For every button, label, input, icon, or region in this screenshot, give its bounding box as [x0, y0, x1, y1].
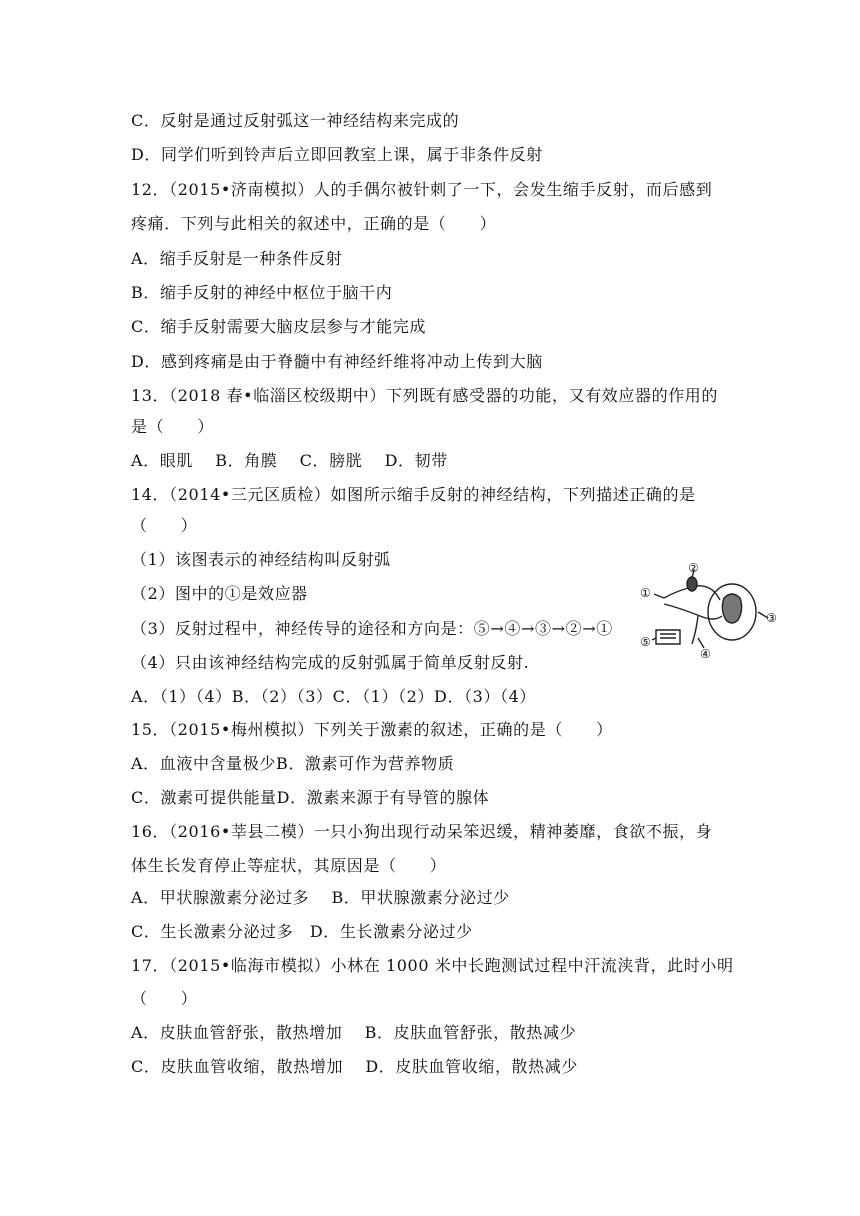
question-13-stem-cont: 是（ ）: [131, 417, 215, 436]
question-16-options-ab: A．甲状腺激素分泌过多 B．甲状腺激素分泌过少: [131, 888, 510, 907]
figure-label-1: ①: [640, 586, 651, 600]
ganglion-shape: [687, 577, 697, 591]
question-15-options-ab: A．血液中含量极少B．激素可作为营养物质: [131, 754, 455, 773]
leader-line: [654, 594, 664, 598]
muscle-nerve-line: [692, 616, 698, 644]
question-12-option-c: C．缩手反射需要大脑皮层参与才能完成: [131, 317, 427, 336]
question-17-options-ab: A．皮肤血管舒张，散热增加 B．皮肤血管舒张，散热减少: [131, 1023, 577, 1042]
question-14-stem: 14．（2014•三元区质检）如图所示缩手反射的神经结构，下列描述正确的是: [131, 485, 696, 504]
question-14-statement-2: （2）图中的①是效应器: [131, 584, 308, 603]
effector-shape: [656, 630, 680, 644]
efferent-nerve-line: [664, 604, 722, 619]
question-17-stem: 17．（2015•临海市模拟）小林在 1000 米中长跑测试过程中汗流浃背，此时小明: [131, 956, 734, 975]
figure-label-4: ④: [700, 647, 711, 660]
text-line: C．反射是通过反射弧这一神经结构来完成的: [131, 111, 460, 130]
question-16-stem-cont: 体生长发育停止等症状，其原因是（ ）: [131, 856, 447, 875]
question-15-options-cd: C．激素可提供能量D．激素来源于有导管的腺体: [131, 788, 490, 807]
question-12-stem: 12．（2015•济南模拟）人的手偶尔被针刺了一下，会发生缩手反射，而后感到: [131, 180, 713, 199]
figure-label-3: ③: [766, 611, 777, 625]
question-12-stem-cont: 疼痛．下列与此相关的叙述中，正确的是（ ）: [131, 214, 497, 233]
question-14-statement-4: （4）只由该神经结构完成的反射弧属于简单反射反射.: [131, 653, 530, 672]
question-16-stem: 16．（2016•莘县二模）一只小狗出现行动呆笨迟缓，精神萎靡，食欲不振，身: [131, 822, 713, 841]
effector-detail: [660, 634, 676, 638]
gray-matter-shape: [722, 594, 741, 623]
reflex-arc-figure: [640, 560, 780, 660]
question-12-option-d: D．感到疼痛是由于脊髓中有神经纤维将冲动上传到大脑: [131, 352, 543, 371]
question-14-options: A．（1）（4）B．（2）（3）C．（1）（2）D．（3）（4）: [131, 687, 537, 706]
question-15-stem: 15．（2015•梅州模拟）下列关于激素的叙述，正确的是（ ）: [131, 720, 613, 739]
question-17-options-cd: C．皮肤血管收缩，散热增加 D．皮肤血管收缩，散热减少: [131, 1057, 578, 1076]
question-14-statement-1: （1）该图表示的神经结构叫反射弧: [131, 550, 391, 569]
question-13-options: A．眼肌 B．角膜 C．膀胱 D．韧带: [131, 451, 448, 470]
figure-label-5: ⑤: [640, 635, 651, 649]
text-line: D．同学们听到铃声后立即回教室上课，属于非条件反射: [131, 145, 543, 164]
question-16-options-cd: C．生长激素分泌过多 D．生长激素分泌过少: [131, 922, 473, 941]
question-13-stem: 13．（2018 春•临淄区校级期中）下列既有感受器的功能，又有效应器的作用的: [131, 386, 719, 405]
question-12-option-a: A．缩手反射是一种条件反射: [131, 249, 343, 268]
figure-label-2: ②: [688, 561, 699, 575]
question-17-stem-cont: （ ）: [131, 989, 198, 1008]
question-12-option-b: B．缩手反射的神经中枢位于脑干内: [131, 283, 393, 302]
question-14-statement-3: （3）反射过程中，神经传导的途径和方向是：⑤→④→③→②→①: [131, 619, 613, 638]
question-14-stem-cont: （ ）: [131, 516, 198, 535]
